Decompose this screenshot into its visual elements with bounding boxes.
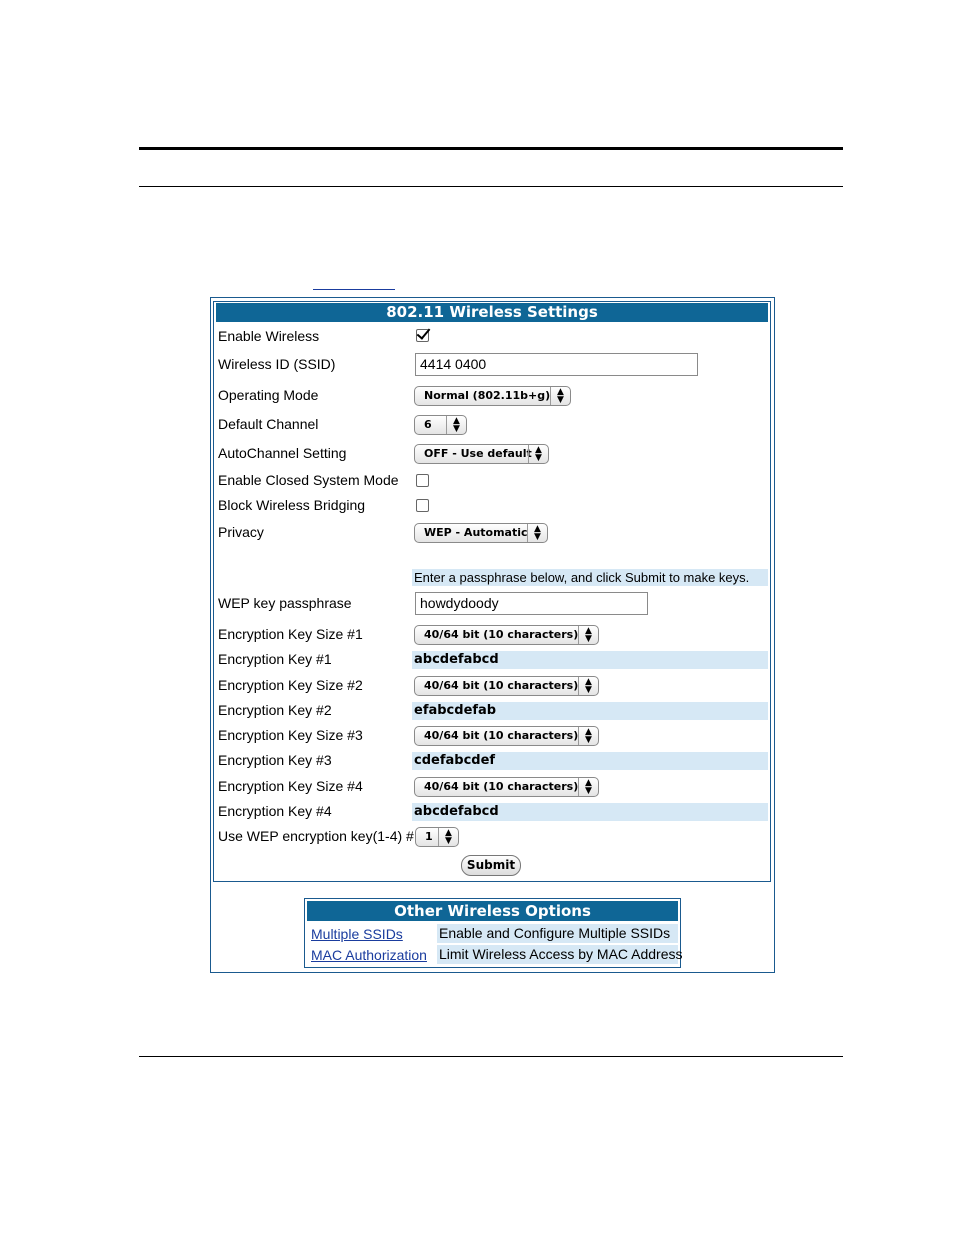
operating-mode-label: Operating Mode — [218, 387, 319, 403]
passphrase-input[interactable]: howdydoody — [415, 592, 648, 615]
use-key-label: Use WEP encryption key(1-4) # — [218, 828, 414, 844]
key-size-label: Encryption Key Size #4 — [218, 778, 363, 794]
closed-system-checkbox[interactable] — [416, 474, 429, 487]
passphrase-label: WEP key passphrase — [218, 595, 352, 611]
submit-button[interactable]: Submit — [461, 855, 521, 876]
top-rule-thin — [139, 186, 843, 187]
default-channel-select[interactable] — [414, 415, 467, 435]
operating-mode-select[interactable] — [414, 386, 571, 406]
up-down-arrows-icon: ▲ ▼ — [578, 778, 598, 796]
key-size-value: 40/64 bit (10 characters) — [424, 729, 579, 742]
key-size-select-3[interactable] — [414, 726, 599, 746]
use-key-value: 1 — [425, 830, 433, 843]
multiple-ssids-description: Enable and Configure Multiple SSIDs — [437, 924, 678, 943]
up-down-arrows-icon: ▲ ▼ — [550, 387, 570, 405]
key-label: Encryption Key #4 — [218, 803, 332, 819]
settings-title: 802.11 Wireless Settings — [216, 303, 768, 322]
key-label: Encryption Key #2 — [218, 702, 332, 718]
enable-wireless-label: Enable Wireless — [218, 328, 320, 344]
key-size-label: Encryption Key Size #1 — [218, 626, 363, 642]
operating-mode-value: Normal (802.11b+g) — [424, 389, 551, 402]
key-size-value: 40/64 bit (10 characters) — [424, 679, 579, 692]
key-size-select-2[interactable] — [414, 676, 599, 696]
up-down-arrows-icon: ▲ ▼ — [578, 626, 598, 644]
default-channel-value: 6 — [424, 418, 432, 431]
autochannel-label: AutoChannel Setting — [218, 445, 347, 461]
key-label: Encryption Key #1 — [218, 651, 332, 667]
privacy-value: WEP - Automatic — [424, 526, 528, 539]
bottom-rule — [139, 1056, 843, 1057]
key-size-select-1[interactable] — [414, 625, 599, 645]
up-down-arrows-icon: ▲ ▼ — [446, 416, 466, 434]
key-size-select-4[interactable] — [414, 777, 599, 797]
up-down-arrows-icon: ▲ ▼ — [578, 727, 598, 745]
other-options-title: Other Wireless Options — [307, 901, 678, 921]
block-bridging-checkbox[interactable] — [416, 499, 429, 512]
closed-system-label: Enable Closed System Mode — [218, 472, 399, 488]
ssid-input[interactable]: 4414 0400 — [415, 353, 698, 376]
use-key-select[interactable] — [415, 827, 459, 847]
enable-wireless-checkbox[interactable] — [416, 329, 429, 342]
autochannel-value: OFF - Use default — [424, 447, 532, 460]
key-size-value: 40/64 bit (10 characters) — [424, 780, 579, 793]
default-channel-label: Default Channel — [218, 416, 319, 432]
mac-authorization-link[interactable]: MAC Authorization — [311, 947, 427, 963]
up-down-arrows-icon: ▲ ▼ — [527, 524, 547, 542]
multiple-ssids-link[interactable]: Multiple SSIDs — [311, 926, 403, 942]
key-label: Encryption Key #3 — [218, 752, 332, 768]
privacy-select[interactable] — [414, 523, 548, 543]
key-value-2: efabcdefab — [414, 703, 497, 718]
mac-authorization-description: Limit Wireless Access by MAC Address — [439, 946, 683, 962]
block-bridging-label: Block Wireless Bridging — [218, 497, 366, 513]
key-value-3: cdefabcdef — [414, 753, 496, 768]
up-down-arrows-icon: ▲ ▼ — [578, 677, 598, 695]
ssid-label: Wireless ID (SSID) — [218, 356, 336, 372]
autochannel-select[interactable] — [414, 444, 549, 464]
key-value-4: abcdefabcd — [414, 804, 499, 819]
privacy-label: Privacy — [218, 524, 264, 540]
passphrase-info: Enter a passphrase below, and click Submit to make keys. — [412, 569, 768, 586]
top-rule-thick — [139, 147, 843, 150]
link-underline[interactable] — [313, 289, 395, 290]
key-size-value: 40/64 bit (10 characters) — [424, 628, 579, 641]
up-down-arrows-icon: ▲ ▼ — [528, 445, 548, 463]
key-size-label: Encryption Key Size #3 — [218, 727, 363, 743]
up-down-arrows-icon: ▲ ▼ — [438, 828, 458, 846]
key-size-label: Encryption Key Size #2 — [218, 677, 363, 693]
key-value-1: abcdefabcd — [414, 652, 499, 667]
